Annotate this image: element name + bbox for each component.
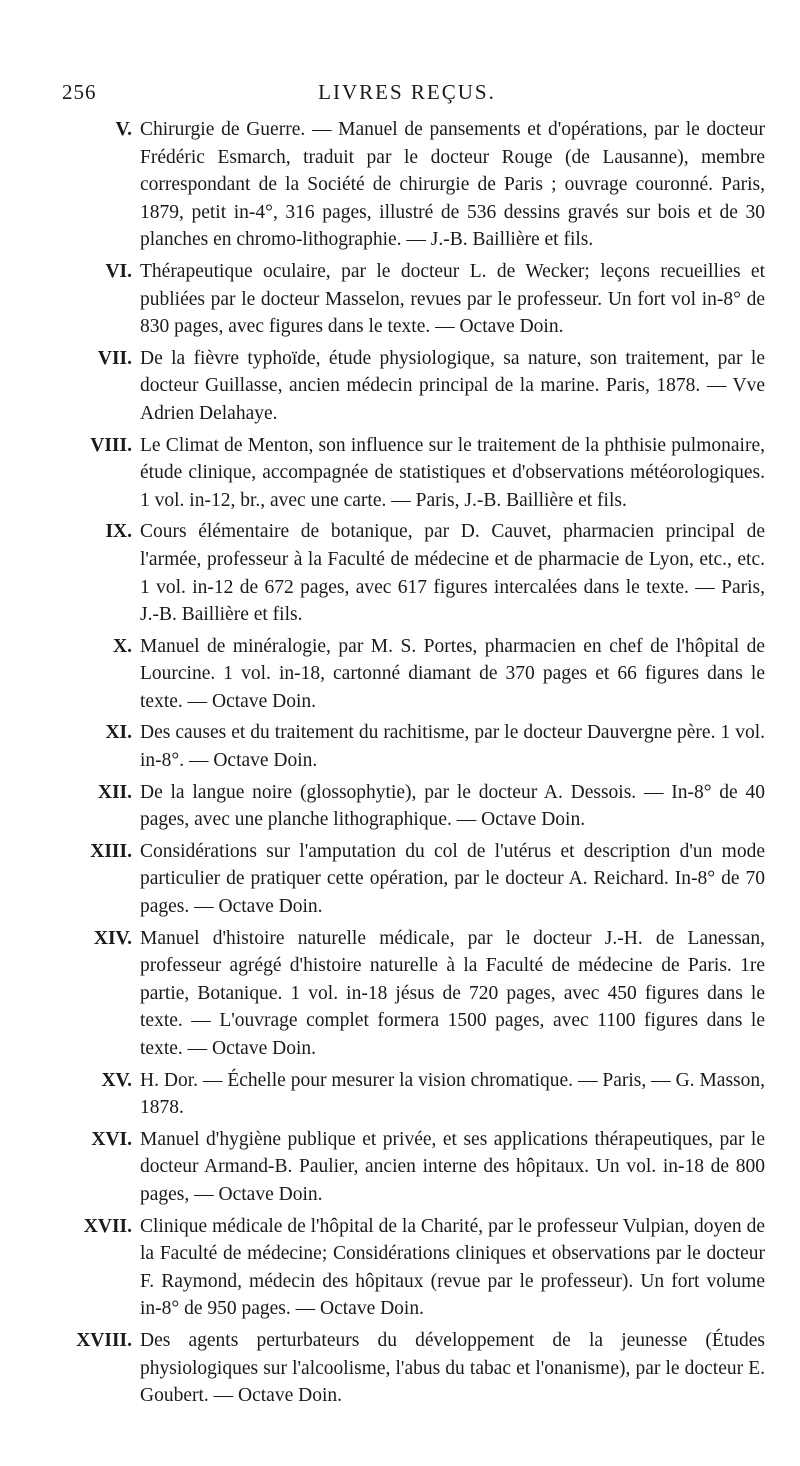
- entry-text: Le Climat de Menton, son influence sur le traitement de la phthisie pulmonaire, étude clinique, accompagnée de statistiques et d'observations météorologiques. 1 vol. in-12, br., avec une carte. — Paris, J.-B. Baillière et fils.: [140, 434, 765, 511]
- entry-number: XVII.: [83, 1215, 132, 1237]
- entry-number: XVIII.: [76, 1329, 132, 1351]
- list-item: [60, 633, 765, 716]
- entry-number: VII.: [97, 347, 132, 369]
- book-list: [60, 116, 765, 1414]
- entry-text: Cours élémentaire de botanique, par D. Cauvet, pharmacien principal de l'armée, professeur à la Faculté de médecine et de pharmacie de Lyon, etc., etc. 1 vol. in-12 de 672 pages, avec 617 figures intercalées dans le texte. — Paris, J.-B. Baillière et fils.: [140, 521, 765, 626]
- entry-number: IX.: [105, 521, 132, 543]
- list-item: [60, 432, 765, 515]
- page-header: [62, 80, 752, 110]
- entry-number: VIII.: [90, 434, 132, 456]
- entry-number: V.: [115, 119, 132, 140]
- entry-text: Des agents perturbateurs du développement de la jeunesse (Études physiologiques sur l'alcoolisme, l'abus du tabac et l'onanisme), par le docteur E. Goubert. — Octave Doin.: [140, 1329, 765, 1407]
- entry-text: Manuel d'hygiène publique et privée, et ses applications thérapeutiques, par le docteur Armand-B. Paulier, ancien interne des hôpitaux. Un vol. in-18 de 800 pages, — Octave Doin.: [140, 1128, 765, 1205]
- entry-text: Clinique médicale de l'hôpital de la Charité, par le professeur Vulpian, doyen de la Faculté de médecine; Considérations cliniques et observations par le docteur F. Raymond, médecin des hôpitaux (revue par le professeur). Un fort volume in-8° de 950 pages. — Octave Doin.: [140, 1215, 765, 1320]
- entry-number: XVI.: [91, 1128, 132, 1150]
- entry-text: Considérations sur l'amputation du col de l'utérus et description d'un mode particulier de pratiquer cette opération, par le docteur A. Reichard. In-8° de 70 pages. — Octave Doin.: [140, 840, 765, 918]
- entry-number: XII.: [97, 781, 132, 803]
- entry-number: XIV.: [93, 927, 132, 949]
- entry-number: XIII.: [90, 840, 132, 862]
- page-number: 256: [62, 80, 97, 104]
- list-item: [60, 838, 765, 921]
- entry-text: De la langue noire (glossophytie), par le docteur A. Dessois. — In-8° de 40 pages, avec une planche lithographique. — Octave Doin.: [140, 781, 765, 831]
- list-item: [60, 1126, 765, 1209]
- entry-number: XV.: [101, 1069, 132, 1091]
- list-item: [60, 925, 765, 1063]
- entry-text: Chirurgie de Guerre. — Manuel de pansements et d'opérations, par le docteur Frédéric Esmarch, traduit par le docteur Rouge (de Lausanne), membre correspondant de la Société de chirurgie de Paris ; ouvrage couronné. Paris, 1879, petit in-4°, 316 pages, illustré de 536 dessins gravés sur bois et de 30 planches en chromo-lithographie. — J.-B. Baillière et fils.: [140, 119, 765, 251]
- entry-number: VI.: [105, 260, 132, 282]
- list-item: [60, 1327, 765, 1410]
- list-item: [60, 518, 765, 628]
- entry-number: X.: [113, 635, 132, 657]
- entry-text: Thérapeutique oculaire, par le docteur L. de Wecker; leçons recueillies et publiées par le docteur Masselon, revues par le professeur. Un fort vol in-8° de 830 pages, avec figures dans le texte. — Octave Doin.: [140, 260, 765, 338]
- entry-text: H. Dor. — Échelle pour mesurer la vision chromatique. — Paris, — G. Masson, 1878.: [140, 1069, 765, 1119]
- list-item: [60, 116, 765, 254]
- list-item: [60, 779, 765, 834]
- list-item: [60, 1213, 765, 1323]
- entry-number: XI.: [105, 722, 132, 744]
- list-item: [60, 345, 765, 428]
- list-item: [60, 258, 765, 341]
- entry-text: De la fièvre typhoïde, étude physiologique, sa nature, son traitement, par le docteur Guillasse, ancien médecin principal de la marine. Paris, 1878. — Vve Adrien Delahaye.: [140, 347, 765, 424]
- list-item: [60, 719, 765, 774]
- running-title: LIVRES REÇUS.: [318, 80, 496, 104]
- entry-text: Des causes et du traitement du rachitisme, par le docteur Dauvergne père. 1 vol. in-8°. — Octave Doin.: [140, 722, 765, 772]
- entry-text: Manuel d'histoire naturelle médicale, par le docteur J.-H. de Lanessan, professeur agrégé d'histoire naturelle à la Faculté de médecine de Paris. 1re partie, Botanique. 1 vol. in-18 jésus de 720 pages, avec 450 figures dans le texte. — L'ouvrage complet formera 1500 pages, avec 1100 figures dans le texte. — Octave Doin.: [140, 927, 765, 1059]
- entry-text: Manuel de minéralogie, par M. S. Portes, pharmacien en chef de l'hôpital de Lourcine. 1 vol. in-18, cartonné diamant de 370 pages et 66 figures dans le texte. — Octave Doin.: [140, 635, 765, 712]
- list-item: [60, 1067, 765, 1122]
